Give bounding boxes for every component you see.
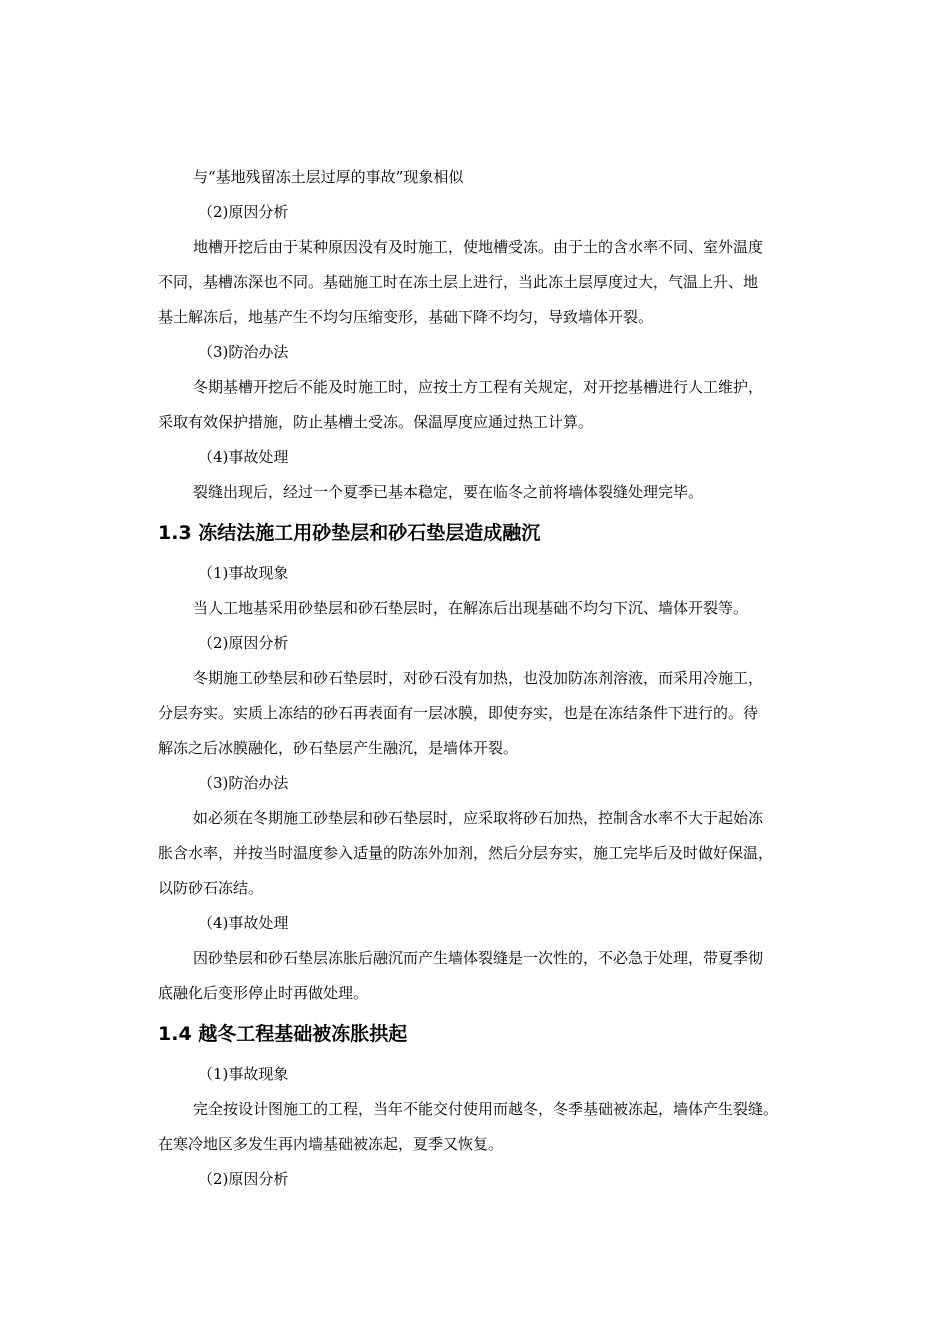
paragraph-line: 完全按设计图施工的工程，当年不能交付使用而越冬，冬季基础被冻起，墙体产生裂缝。	[193, 1100, 779, 1118]
paragraph-line: 裂缝出现后，经过一个夏季已基本稳定，要在临冬之前将墙体裂缝处理完毕。	[193, 483, 704, 501]
paragraph-line: 不同，基槽冻深也不同。基础施工时在冻土层上进行，当此冻土层厚度过大，气温上升、地	[158, 273, 759, 291]
subheading-treatment: （4)事故处理	[198, 914, 289, 932]
subheading-phenomenon: （1)事故现象	[198, 1065, 289, 1083]
subheading-phenomenon: （1)事故现象	[198, 564, 289, 582]
subheading-cause-analysis: （2)原因分析	[198, 634, 289, 652]
paragraph-line: 胀含水率，并按当时温度参入适量的防冻外加剂，然后分层夯实，施工完毕后及时做好保温，	[158, 844, 774, 862]
paragraph-line: 底融化后变形停止时再做处理。	[158, 984, 369, 1002]
paragraph-line: 地槽开挖后由于某种原因没有及时施工，使地槽受冻。由于土的含水率不同、室外温度	[193, 238, 764, 256]
page-content	[158, 160, 850, 1197]
subheading-treatment: （4)事故处理	[198, 448, 289, 466]
paragraph-line: 因砂垫层和砂石垫层冻胀后融沉而产生墙体裂缝是一次性的，不必急于处理，带夏季彻	[193, 949, 764, 967]
paragraph-line: 如必须在冬期施工砂垫层和砂石垫层时，应采取将砂石加热，控制含水率不大于起始冻	[193, 809, 764, 827]
paragraph-line: 冬期施工砂垫层和砂石垫层时，对砂石没有加热，也没加防冻剂溶液，而采用冷施工，	[193, 669, 764, 687]
paragraph-line: 解冻之后冰膜融化，砂石垫层产生融沉，是墙体开裂。	[158, 739, 519, 757]
paragraph-line: 以防砂石冻结。	[158, 879, 264, 897]
subheading-cause-analysis: （2)原因分析	[198, 203, 289, 221]
paragraph-line: 与“基地残留冻土层过厚的事故”现象相似	[193, 168, 464, 186]
section-heading-1-3: 1.3 冻结法施工用砂垫层和砂石垫层造成融沉	[158, 522, 541, 544]
subheading-prevention: （3)防治办法	[198, 343, 289, 361]
subheading-cause-analysis: （2)原因分析	[198, 1170, 289, 1188]
paragraph-line: 采取有效保护措施，防止基槽土受冻。保温厚度应通过热工计算。	[158, 413, 594, 431]
section-heading-1-4: 1.4 越冬工程基础被冻胀拱起	[158, 1023, 408, 1045]
paragraph-line: 基土解冻后，地基产生不均匀压缩变形，基础下降不均匀，导致墙体开裂。	[158, 308, 654, 326]
paragraph-line: 当人工地基采用砂垫层和砂石垫层时，在解冻后出现基础不均匀下沉、墙体开裂等。	[193, 599, 749, 617]
paragraph-line: 分层夯实。实质上冻结的砂石再表面有一层冰膜，即使夯实，也是在冻结条件下进行的。待	[158, 704, 759, 722]
paragraph-line: 在寒冷地区多发生再内墙基础被冻起，夏季又恢复。	[158, 1135, 504, 1153]
subheading-prevention: （3)防治办法	[198, 774, 289, 792]
paragraph-line: 冬期基槽开挖后不能及时施工时，应按土方工程有关规定，对开挖基槽进行人工维护，	[193, 378, 764, 396]
